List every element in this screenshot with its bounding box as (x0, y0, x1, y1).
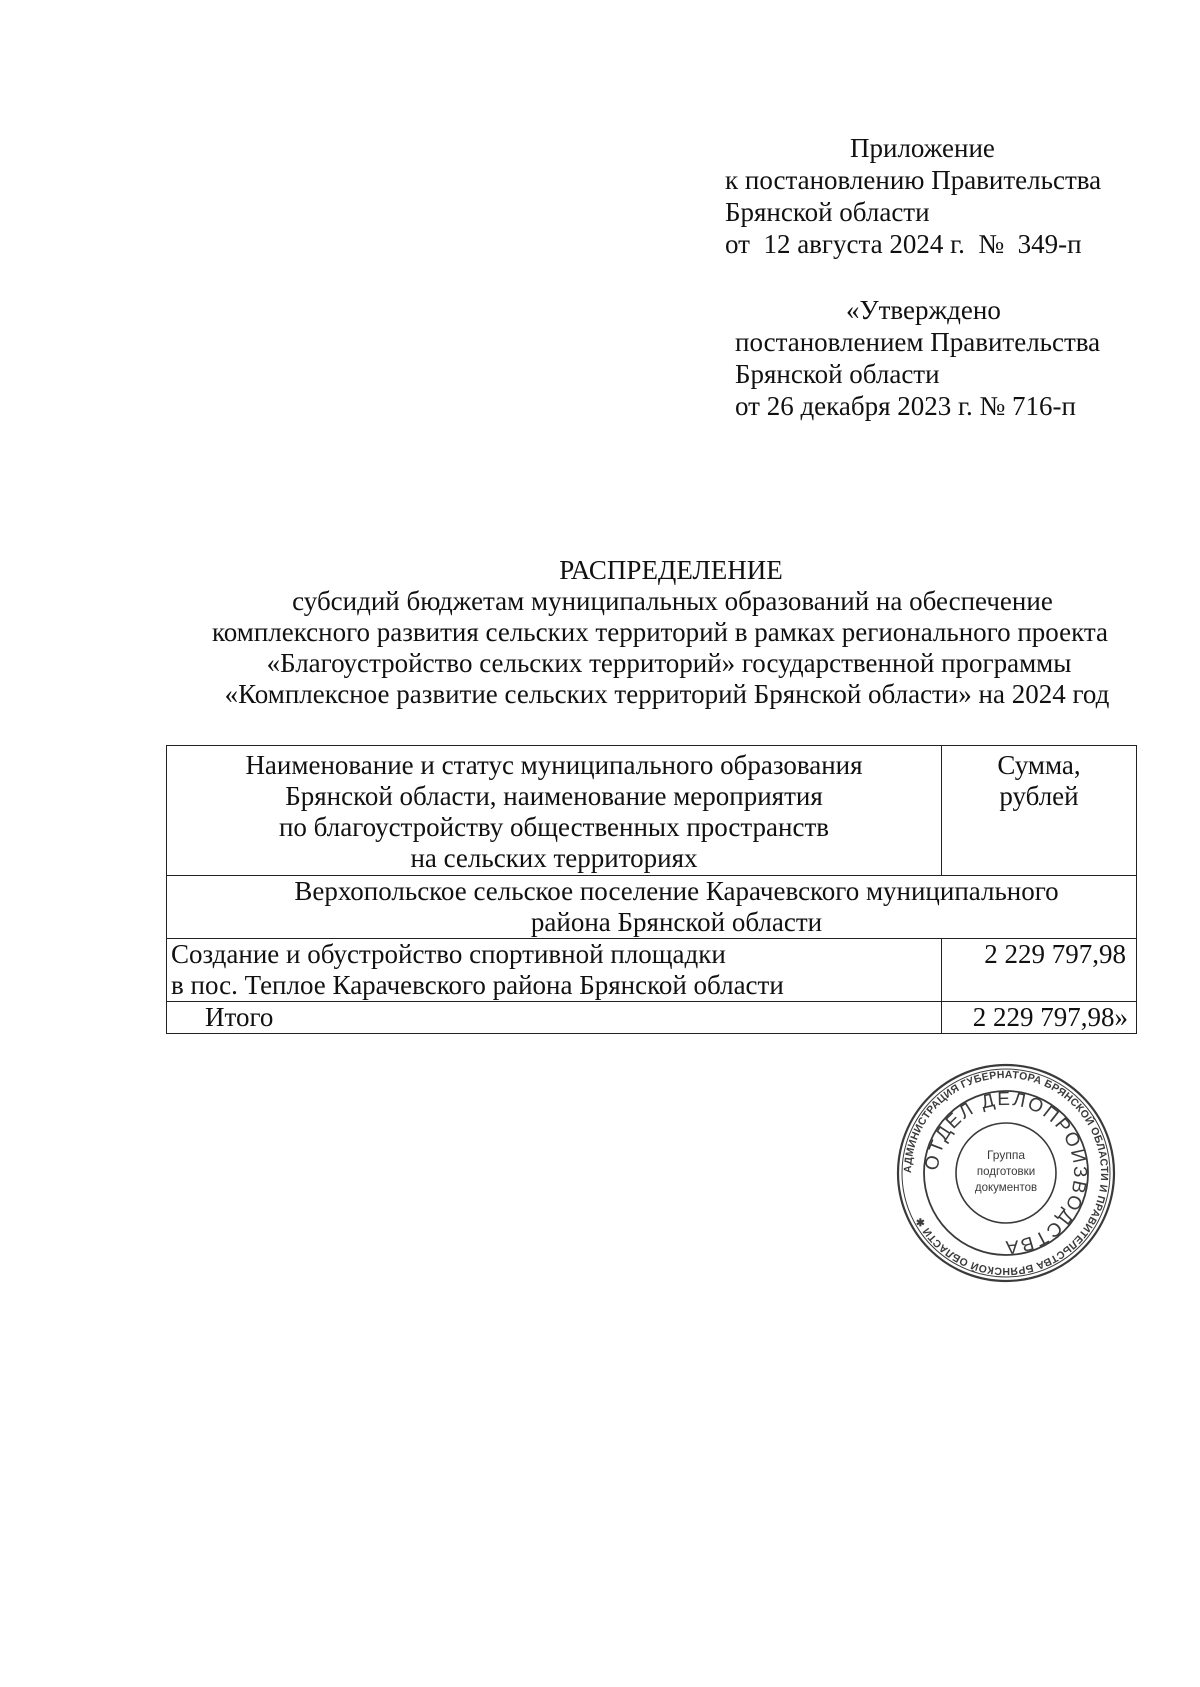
group-line: района Брянской области (530, 907, 823, 937)
subtitle-line-2: комплексного развития сельских территорий в рамках регионального проекта (212, 617, 1108, 647)
group-row (167, 876, 1137, 939)
group-line: Верхопольское сельское поселение Карачевского муниципального (294, 876, 1059, 906)
item-name-line: в пос. Теплое Карачевского района Брянской области (171, 970, 784, 1000)
header-name-line: Брянской области, наименование мероприятия (285, 781, 823, 811)
approved-line-2: постановлением Правительства (735, 327, 1101, 357)
table-header-row (167, 746, 1137, 876)
stamp-center-line: документов (974, 1182, 1038, 1194)
approved-title: «Утверждено (846, 295, 1001, 325)
header-name-line: на сельских территориях (410, 843, 698, 873)
item-name-line: Создание и обустройство спортивной площадки (171, 939, 726, 969)
approved-date-number: от 26 декабря 2023 г. № 716-п (735, 391, 1076, 421)
subtitle-line-1: субсидий бюджетам муниципальных образований на обеспечение (292, 586, 1053, 616)
total-row (167, 1002, 1137, 1034)
table-row (167, 939, 1137, 1002)
header-name-line: Наименование и статус муниципального образования (245, 750, 863, 780)
total-label: Итого (167, 1002, 942, 1034)
approved-line-3: Брянской области (735, 359, 940, 389)
subtitle-line-3: «Благоустройство сельских территорий» государственной программы (266, 648, 1072, 678)
item-name-cell (167, 939, 942, 1002)
header-sum-cell (942, 746, 1137, 876)
stamp-inner-text: ОТДЕЛ ДЕЛОПРОИЗВОДСТВА (921, 1088, 1091, 1258)
item-sum-cell: 2 229 797,98 (942, 939, 1137, 1002)
title-heading: РАСПРЕДЕЛЕНИЕ (559, 555, 783, 585)
appendix-date-number: от 12 августа 2024 г. № 349-п (725, 229, 1082, 259)
group-cell (167, 876, 1137, 939)
subtitle-line-4: «Комплексное развитие сельских территорий Брянской области» на 2024 год (224, 679, 1110, 709)
official-stamp (895, 1062, 1117, 1284)
header-sum-line: рублей (999, 781, 1079, 811)
header-name-line: по благоустройству общественных пространств (278, 812, 830, 842)
stamp-center-line: подготовки (976, 1166, 1036, 1178)
appendix-title: Приложение (850, 133, 995, 163)
stamp-outer-text: АДМИНИСТРАЦИЯ ГУБЕРНАТОРА БРЯНСКОЙ ОБЛАСТИ И ПРАВИТЕЛЬСТВА БРЯНСКОЙ ОБЛАСТИ ✱ (901, 1068, 1111, 1278)
appendix-line-3: Брянской области (725, 197, 930, 227)
document-title (170, 555, 1150, 710)
appendix-line-2: к постановлению Правительства (725, 165, 1102, 195)
header-sum-line: Сумма, (997, 750, 1081, 780)
stamp-center-line: Группа (986, 1148, 1026, 1162)
distribution-table (166, 745, 1137, 1034)
total-sum: 2 229 797,98» (942, 1002, 1137, 1034)
header-name-cell (167, 746, 942, 876)
